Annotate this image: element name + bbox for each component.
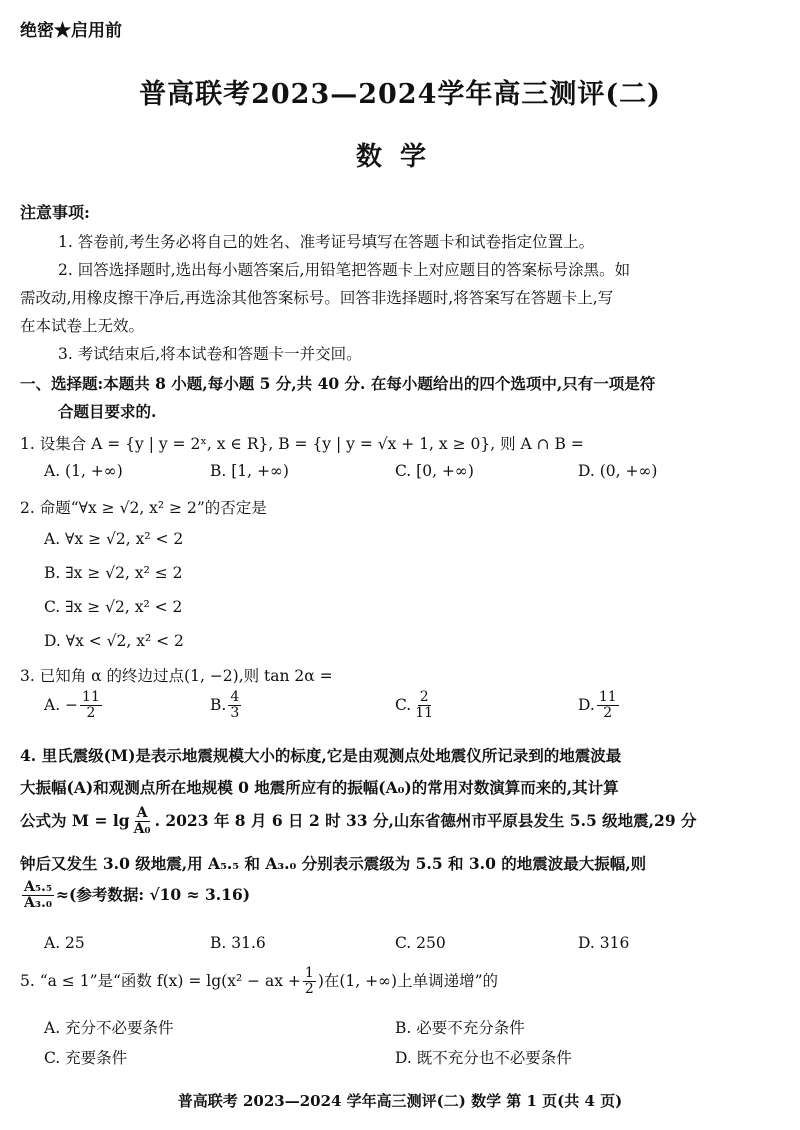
fraction-denominator: A₃.₀ [24,895,52,912]
fraction-denominator: 11 [415,705,434,722]
question-1-option-a: A. (1, +∞) [44,462,123,480]
question-4-line-2: 大振幅(A)和观测点所在地规模 0 地震所应有的振幅(A₀)的常用对数演算而来的,其计算 [20,778,619,797]
option-c-label: C. [395,695,412,714]
question-2-stem: 2. 命题“∀x ≥ √2, x² ≥ 2”的否定是 [20,499,267,517]
option-b-fraction [228,690,241,722]
question-4-line-5 [20,880,250,912]
question-3-option-b [210,690,243,722]
fraction-numerator: 4 [230,689,240,705]
fraction-denominator: 3 [230,705,240,722]
formula-prefix: 公式为 M = lg [20,810,130,830]
question-3-option-a [44,690,104,722]
stem-fraction [303,966,316,998]
question-5-stem [20,966,498,998]
stem-prefix: 5. “a ≤ 1”是“函数 f(x) = lg(x² − ax + [20,971,301,990]
question-2-option-c: C. ∃x ≥ √2, x² < 2 [44,598,183,616]
question-4-option-c: C. 250 [395,934,446,952]
notice-item-2-line-2: 需改动,用橡皮擦干净后,再选涂其他答案标号。回答非选择题时,将答案写在答题卡上,写 [20,289,614,307]
fraction-numerator: A [136,805,148,821]
fraction-denominator: 2 [86,705,96,722]
question-5-option-a: A. 充分不必要条件 [44,1019,174,1037]
notice-heading: 注意事项: [20,203,90,222]
question-4-option-d: D. 316 [578,934,630,952]
question-4-option-b: B. 31.6 [210,934,266,952]
question-3-option-c [395,690,437,722]
question-3-option-d [578,690,621,722]
fraction-numerator: 11 [598,689,617,705]
option-a-fraction [80,690,102,722]
fraction-numerator: 2 [419,689,429,705]
formula-fraction [132,806,153,838]
notice-item-2-line-3: 在本试卷上无效。 [20,317,145,335]
option-a-label: A. − [44,695,79,714]
fraction-denominator: A₀ [133,821,151,838]
question-4-option-a: A. 25 [44,934,85,952]
question-2-option-b: B. ∃x ≥ √2, x² ≤ 2 [44,564,183,582]
question-2-option-d: D. ∀x < √2, x² < 2 [44,632,184,650]
fraction-denominator: 2 [304,981,314,998]
fraction-numerator: 1 [304,965,314,981]
page-footer: 普高联考 2023—2024 学年高三测评(二) 数学 第 1 页(共 4 页) [177,1092,623,1110]
exam-title: 普高联考2023—2024学年高三测评(二) [139,79,661,110]
question-1-option-d: D. (0, +∞) [578,462,658,480]
amplitude-ratio-fraction [22,880,54,912]
notice-item-2-line-1: 2. 回答选择题时,选出每小题答案后,用铅笔把答题卡上对应题目的答案标号涂黑。如 [58,261,631,279]
question-1-option-c: C. [0, +∞) [395,462,474,480]
question-4-line-3 [20,806,697,838]
question-4-line-4: 钟后又发生 3.0 级地震,用 A₅.₅ 和 A₃.₀ 分别表示震级为 5.5 和 3.0 的地震波最大振幅,则 [20,854,647,873]
option-c-fraction [413,690,435,722]
option-b-label: B. [210,695,227,714]
fraction-numerator: 11 [82,689,100,705]
question-3-stem: 3. 已知角 α 的终边过点(1, −2),则 tan 2α = [20,667,333,685]
formula-suffix: . 2023 年 8 月 6 日 2 时 33 分,山东省德州市平原县发生 5.5 级地震,29 分 [154,810,697,830]
confidential-label: 绝密★启用前 [20,21,122,41]
subject-title: 数学 [355,142,444,172]
notice-item-3: 3. 考试结束后,将本试卷和答题卡一并交回。 [58,345,362,363]
question-5-option-b: B. 必要不充分条件 [395,1019,525,1037]
question-5-option-c: C. 充要条件 [44,1049,128,1067]
question-5-option-d: D. 既不充分也不必要条件 [395,1049,572,1067]
option-d-fraction [597,690,619,722]
fraction-numerator: A₅.₅ [24,879,52,895]
notice-item-1: 1. 答卷前,考生务必将自己的姓名、准考证号填写在答题卡和试卷指定位置上。 [58,233,595,251]
reference-data: ≈(参考数据: √10 ≈ 3.16) [56,884,251,904]
stem-suffix: )在(1, +∞)上单调递增”的 [317,971,499,990]
question-2-option-a: A. ∀x ≥ √2, x² < 2 [44,530,184,548]
question-4-line-1: 4. 里氏震级(M)是表示地震规模大小的标度,它是由观测点处地震仪所记录到的地震波最 [20,746,622,765]
fraction-denominator: 2 [603,705,613,722]
question-1-stem: 1. 设集合 A = {y | y = 2ˣ, x ∈ R}, B = {y | y = √x + 1, x ≥ 0}, 则 A ∩ B = [20,435,584,453]
section-heading-line-1: 一、选择题:本题共 8 小题,每小题 5 分,共 40 分. 在每小题给出的四个选项中,只有一项是符 [20,374,656,393]
option-d-label: D. [578,695,595,714]
section-heading-line-2: 合题目要求的. [58,402,157,421]
question-1-option-b: B. [1, +∞) [210,462,289,480]
